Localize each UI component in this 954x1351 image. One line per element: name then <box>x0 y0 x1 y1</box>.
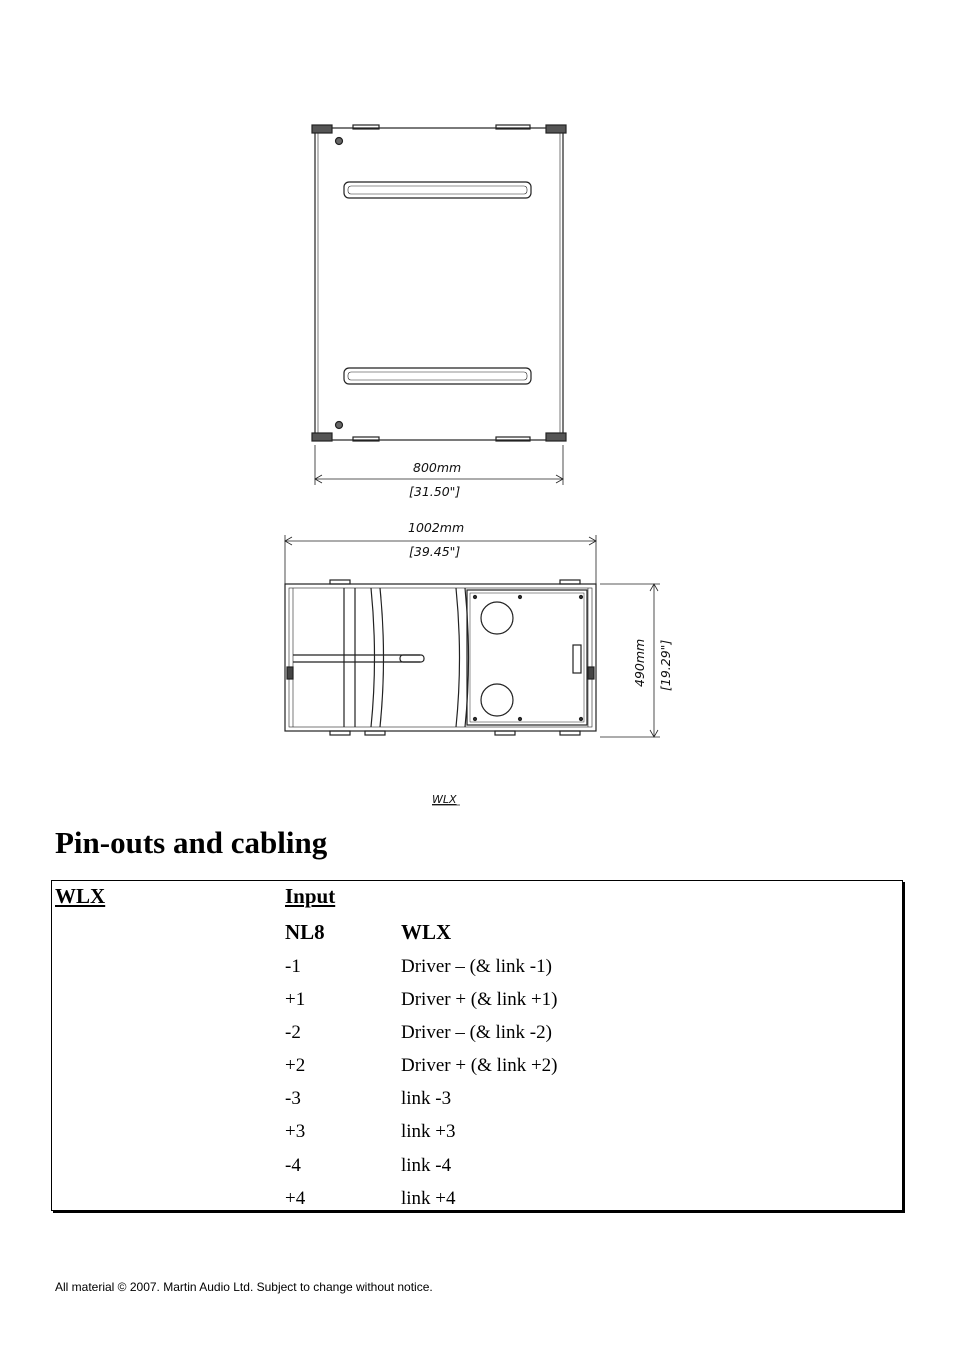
connection-cell: link +4 <box>401 1188 456 1209</box>
pin-cell: -2 <box>285 1022 301 1043</box>
pin-cell: +3 <box>285 1121 306 1142</box>
front-width-in: [39.45"] <box>409 544 461 559</box>
col-nl8-header: NL8 <box>285 920 325 944</box>
front-view <box>285 580 596 735</box>
pin-cell: +4 <box>285 1188 306 1209</box>
connection-cell: Driver – (& link -1) <box>401 956 552 977</box>
model-label: WLX <box>55 884 106 908</box>
top-view <box>312 125 566 485</box>
front-width-mm: 1002mm <box>408 520 465 535</box>
front-height-mm: 490mm <box>632 638 647 687</box>
front-height-in: [19.29"] <box>658 639 673 691</box>
front-width-dimension <box>285 535 596 585</box>
col-wlx-header: WLX <box>401 920 452 944</box>
connection-cell: Driver + (& link +2) <box>401 1055 558 1076</box>
connection-cell: Driver + (& link +1) <box>401 989 558 1010</box>
connection-cell: Driver – (& link -2) <box>401 1022 552 1043</box>
pin-cell: +1 <box>285 989 306 1010</box>
pinout-table <box>51 880 903 1211</box>
pin-cell: +2 <box>285 1055 306 1076</box>
top-width-mm: 800mm <box>413 460 462 475</box>
cabinet-drawing-svg <box>270 115 690 815</box>
cabinet-drawing <box>270 115 690 815</box>
front-height-dimension <box>600 584 660 737</box>
pin-cell: -4 <box>285 1155 301 1176</box>
drawing-caption: WLX <box>432 793 457 806</box>
connection-cell: link -3 <box>401 1088 452 1109</box>
section-title: Pin-outs and cabling <box>55 825 328 860</box>
connection-cell: link +3 <box>401 1121 456 1142</box>
connection-cell: link -4 <box>401 1155 452 1176</box>
input-label: Input <box>285 884 336 908</box>
pin-cell: -3 <box>285 1088 301 1109</box>
footer-copyright: All material © 2007. Martin Audio Ltd. Subject to change without notice. <box>55 1280 433 1294</box>
pin-cell: -1 <box>285 956 301 977</box>
top-width-in: [31.50"] <box>409 484 461 499</box>
